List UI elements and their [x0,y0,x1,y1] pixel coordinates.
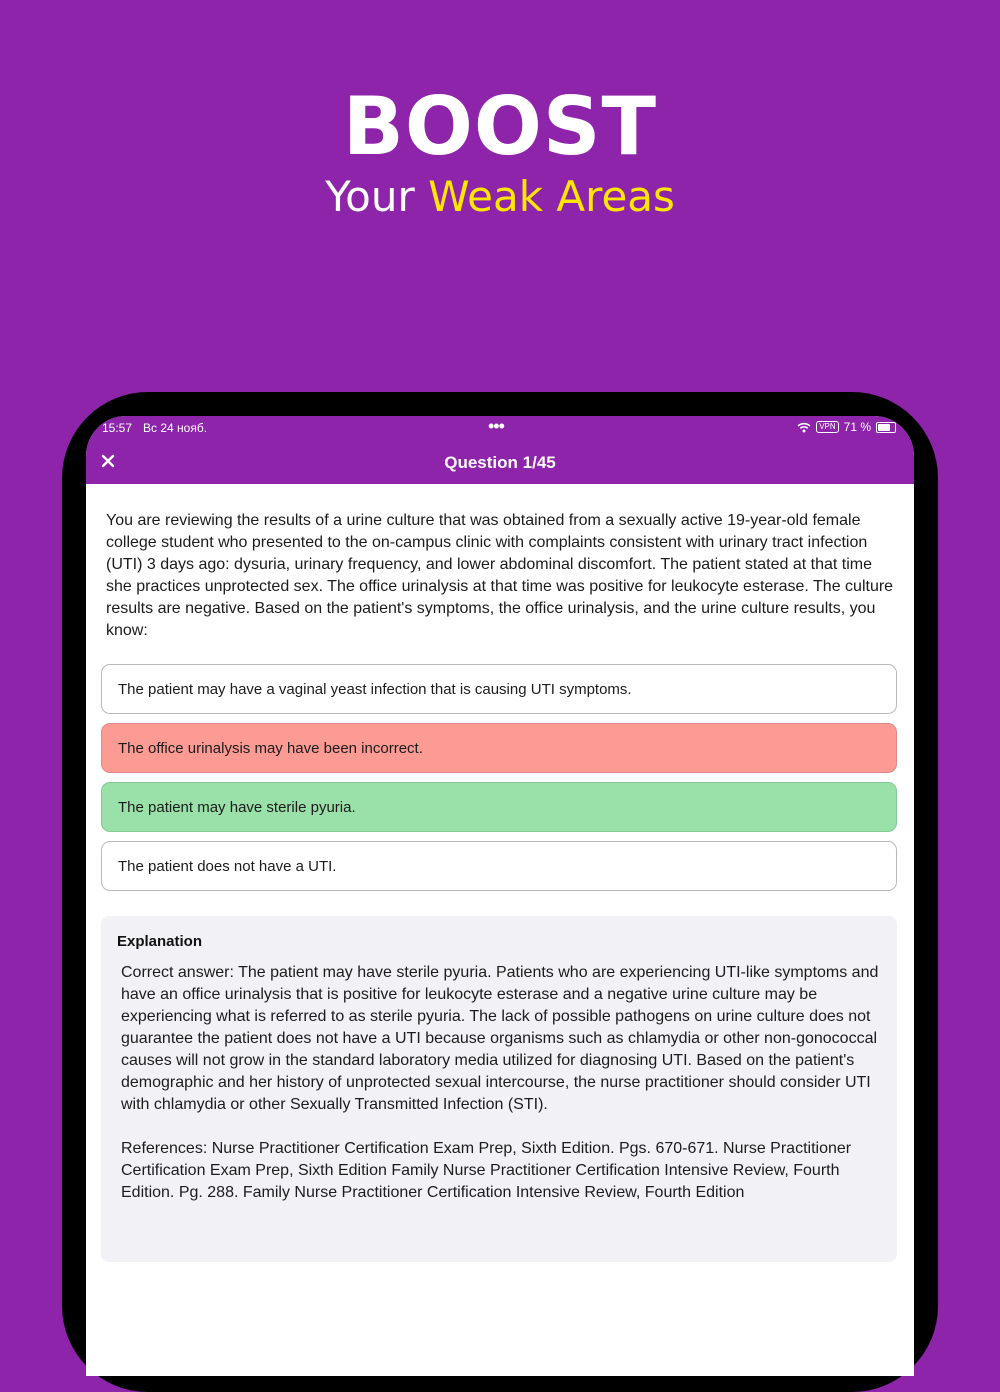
wifi-icon [797,422,811,433]
app-header [86,416,914,484]
answer-option-1[interactable] [101,664,897,714]
question-counter: Question 1/45 [444,453,556,472]
hero-subtitle-prefix: Your [325,172,429,221]
explanation-body [121,962,881,1204]
app-screen [86,416,914,1376]
status-indicators [797,420,896,434]
battery-icon [876,422,896,433]
question-text: You are reviewing the results of a urine culture that was obtained from a sexually active 19-year-old female college student who presented to the on-campus clinic with complaints consistent with urinary tract infection (UTI) 3 days ago: dysuria, urinary frequency, and lower abdominal discomfort. The patient stated at that time she practices unprotected sex. The office urinalysis at that time was positive for leukocyte esterase. The culture results are negative. Based on the patient's symptoms, the office urinalysis, and the urine culture results, you know: [106,512,894,639]
hero-subtitle [0,172,1000,222]
explanation-panel [101,916,897,1262]
answer-label: The patient does not have a UTI. [118,857,337,875]
answer-label: The office urinalysis may have been incorrect. [118,739,423,757]
answer-option-2-wrong[interactable] [101,723,897,773]
multitasking-dots[interactable]: ••• [488,416,504,436]
explanation-references: References: Nurse Practitioner Certification Exam Prep, Sixth Edition. Pgs. 670-671. Nurse Practitioner Certification Exam Prep, Sixth Edition Family Nurse Practitioner Certification Intensive Review, Fourth Edition. Pg. 288. Family Nurse Practitioner Certification Intensive Review, Fourth Edition [121,1140,852,1201]
status-time: 15:57 [102,421,133,435]
battery-percent: 71 % [843,420,871,434]
vpn-badge: VPN [816,421,838,433]
answer-label: The patient may have sterile pyuria. [118,798,356,816]
explanation-title: Explanation [117,933,203,950]
answer-option-4[interactable] [101,841,897,891]
answer-label: The patient may have a vaginal yeast infection that is causing UTI symptoms. [118,680,632,698]
explanation-text: Correct answer: The patient may have sterile pyuria. Patients who are experiencing UTI-like symptoms and have an office urinalysis that is positive for leukocyte esterase and a negative urine culture may be experiencing what is referred to as sterile pyuria. The lack of possible pathogens on urine culture does not guarantee the patient does not have a UTI because organisms such as chlamydia or other non-gonococcal causes will not grow in the standard laboratory media utilized for diagnosing UTI. Based on the patient's demographic and her history of unprotected sexual intercourse, the nurse practitioner should consider UTI with chlamydia or other Sexually Transmitted Infection (STI). [121,964,879,1113]
status-date: Вс 24 нояб. [143,421,208,435]
hero-title: BOOST [342,80,658,173]
answer-option-3-correct[interactable] [101,782,897,832]
hero-subtitle-highlight: Weak Areas [428,172,675,221]
